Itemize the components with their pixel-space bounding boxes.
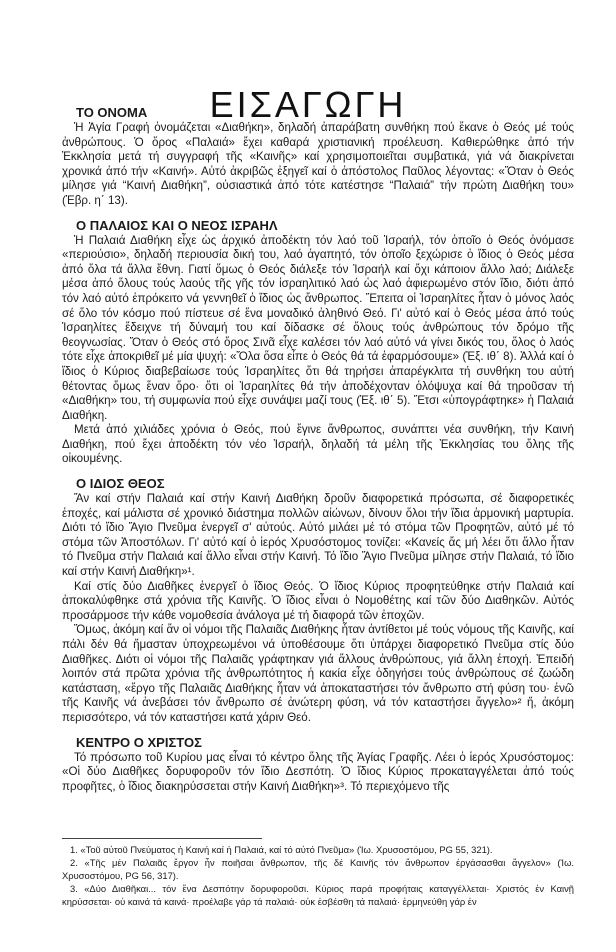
section-onoma [62,104,574,209]
paragraph: Τό πρόσωπο τοῦ Κυρίου μας εἶναι τό κέντρο ὅλης τῆς Ἁγίας Γραφῆς. Λέει ὁ ἱερός Χρυσόστομος: «Οἱ δύο Διαθῆκες δορυφοροῦν τόν ἴδιο Δεσπότη. Ὁ ἴδιος Κύριος προκαταγγέλεται ἀπό τούς προφῆτες, ὁ ἴδιος διακηρύσσεται στήν Καινή Διαθήκη»³. Τό περιεχόμενο τῆς [62,750,574,793]
paragraph: Ἡ Ἁγία Γραφή ὀνομάζεται «Διαθήκη», δηλαδή ἀπαράβατη συνθήκη πού ἔκανε ὁ Θεός μέ τούς ἀνθρώπους. Ὁ ὅρος «Παλαιά» ἔχει καθαρά χριστιανική προέλευση. Καθιερώθηκε ἀπό τήν Ἐκκλησία μετά τή συγγραφή τῆς «Καινῆς» καί χρησιμοποιεῖται συμβατικά, γιά νά διακρίνεται χρονικά ἀπό τήν «Καινή». Αὐτό ἀκριβῶς ἐξηγεῖ καί ὁ ἀπόστολος Παῦλος λέγοντας: «Ὅταν ὁ Θεός μίλησε γιά “Καινή Διαθήκη”, οὐσιαστικά ἀπό τότε κατέστησε “Παλαιά” τήν πρώτη Διαθήκη του» (Ἑβρ. η΄ 13). [62,121,574,207]
footnote: 3. «Δύο Διαθῆκαι... τόν ἕνα Δεσπότην δορυφοροῦσι. Κύριος παρά προφήταις καταγγέλλεται· Χριστός ἐν Καινῇ κηρύσσεται· οὐ καινά τά καινά· προέλαβε γάρ τά παλαιά· οὐκ ἐσβέσθη τά παλαιά· ἑρμηνεύθη γάρ ἐν [62,883,574,907]
paragraph: Μετά ἀπό χιλιάδες χρόνια ὁ Θεός, πού ἔγινε ἄνθρωπος, συνάπτει νέα συνθήκη, τήν Καινή Διαθήκη, πού ἔχει ἀποδέκτη τόν νέο Ἰσραήλ, δηλαδή τά μέλη τῆς Ἐκκλησίας του ὅλης τῆς οἰκουμένης. [62,423,574,466]
paragraph: Ὅμως, ἀκόμη καί ἄν οἱ νόμοι τῆς Παλαιᾶς Διαθήκης ἦταν ἀντίθετοι μέ τούς νόμους τῆς Καινῆς, καί πάλι δέν θά ἤμασταν ὑποχρεωμένοι νά ὑποθέσουμε ὅτι ὑπάρχει διαφορετικό Πνεῦμα στίς δύο Διαθῆκες. Διότι οἱ νόμοι τῆς Παλαιᾶς γράφτηκαν γιά ἄλλους ἀνθρώπους, γιά ἄλλη ἐποχή. Ἐπειδή λοιπόν στά πρῶτα χρόνια τῆς ἀνθρωπότητος ἡ κακία εἶχε ὁδηγήσει τούς ἀνθρώπους σέ ζωώδη κατάσταση, «ἔργο τῆς Παλαιᾶς Διαθήκης ἦταν νά ἀποκαταστήσει τόν ἄνθρωπο στή φύση του· ἐνῶ τῆς Καινῆς νά ἀνεβάσει τόν ἄνθρωπο σέ ἀνώτερη φύση, νά τόν καταστήσει ἄγγελο»² ἤ, ἀκόμη περισσότερο, νά τόν καταστήσει κατά χάριν Θεό. [62,623,574,724]
section-palaios-neos-israil [62,217,574,468]
section-heading: Ο ΠΑΛΑΙΟΣ ΚΑΙ Ο ΝΕΟΣ ΙΣΡΑΗΛ [76,217,278,233]
paragraph: Ἄν καί στήν Παλαιά καί στήν Καινή Διαθήκη δροῦν διαφορετικά πρόσωπα, σέ διαφορετικές ἐποχές, καί μάλιστα σέ χρονικό διάστημα πολλῶν αἰώνων, δίνουν ὅλοι τήν ἴδια ἁρμονική μαρτυρία. Διότι τό ἴδιο Ἅγιο Πνεῦμα ἐνεργεῖ σ' αὐτούς. Αὐτό μιλάει μέ τό στόμα τῶν Προφητῶν, αὐτό μέ τό στόμα τῶν Ἀποστόλων. Γι' αὐτό καί ὁ ἱερός Χρυσόστομος τονίζει: «Κανείς ἄς μή λέει ὅτι ἄλλο ἦταν τό Πνεῦμα στήν Παλαιά καί ἄλλο εἶναι στήν Καινή. Τό ἴδιο Ἅγιο Πνεῦμα μίλησε στήν Παλαιά, τό ἴδιο καί στήν Καινή Διαθήκη»¹. [62,492,574,579]
section-heading: Ο ΙΔΙΟΣ ΘΕΟΣ [76,476,165,492]
section-heading: ΤΟ ΟΝΟΜΑ [76,105,148,120]
footnote: 1. «Τοῦ αὐτοῦ Πνεύματος ἡ Καινή καί ἡ Παλαιά, καί τό αὐτό Πνεῦμα» (Ἰω. Χρυσοστόμου, PG 55, 321). [70,844,493,855]
footnote-divider [62,838,262,839]
section-heading: ΚΕΝΤΡΟ Ο ΧΡΙΣΤΟΣ [76,734,202,750]
footnote: 2. «Τῆς μέν Παλαιᾶς ἔργον ἦν ποιῆσαι ἄνθρωπον, τῆς δέ Καινῆς τόν ἄνθρωπον ἐργάσασθαι ἄγγελον» (Ἰω. Χρυσοστόμου, PG 56, 317). [62,857,574,881]
footnotes [62,844,574,909]
page-title: ΕΙΣΑΓΩΓΗ [209,84,407,126]
section-idios-theos [62,475,574,726]
paragraph: Ἡ Παλαιά Διαθήκη εἶχε ὡς ἀρχικό ἀποδέκτη τόν λαό τοῦ Ἰσραήλ, τόν ὁποῖο ὁ Θεός ὀνόμασε «περιούσιο», δηλαδή περιουσία δική του, λαό ἀγαπητό, τόν ὁποῖο ξεχώρισε ὁ ἴδιος ὁ Θεός μέσα ἀπό ὅλα τά ἄλλα ἔθνη. Γιατί ὅμως ὁ Θεός διάλεξε τόν Ἰσραήλ καί ὄχι κάποιον ἄλλο λαό; Διάλεξε μέσα ἀπό ὅλους τούς λαούς τῆς γῆς τόν ἰσραηλιτικό λαό ὡς λαό ἀφιερωμένο στόν ἴδιο, διότι ἀπό τόν λαό αὐτό ἐπρόκειτο νά γεννηθεῖ ὁ ἴδιος ὡς ἄνθρωπος. Ἔπειτα οἱ Ἰσραηλίτες ἦταν ὁ μόνος λαός σέ ὅλο τόν κόσμο πού πίστευε σέ ἕνα μοναδικό ἀληθινό Θεό. Γι' αὐτό καί ὁ Θεός μέσα ἀπό τούς Ἰσραηλίτες ἔδειχνε τή δύναμή του καί δίδασκε σέ ὅλους τούς ἀνθρώπους τόν δρόμο τῆς θεογνωσίας. Ὅταν ὁ Θεός στό ὄρος Σινᾶ εἶχε καλέσει τόν λαό αὐτό νά γίνει δικός του, ὅλος ὁ λαός τότε εἶχε ἀποκριθεῖ μέ μία ψυχή: «Ὅλα ὅσα εἶπε ὁ Θεός θά τά ἐφαρμόσουμε» (Ἐξ. ιθ΄ 8). Ἀλλά καί ὁ ἴδιος ὁ Κύριος διαβεβαίωσε τούς Ἰσραηλίτες ὅτι θά τηρήσει ἀπαρέγκλιτα τή συνθήκη του αὐτή θέτοντας ὅμως ἕναν ὅρο· ὅτι οἱ Ἰσραηλίτες θά τήν ἀποδέχονταν ὁλόψυχα καί θά τηροῦσαν τή «Διαθήκη» του, τή συμφωνία πού εἶχε συνάψει μαζί τους (Ἐξ. ιθ΄ 5). Ἔτσι «ὑπογράφτηκε» ἡ Παλαιά Διαθήκη. [62,233,574,422]
paragraph: Καί στίς δύο Διαθῆκες ἐνεργεῖ ὁ ἴδιος Θεός. Ὁ ἴδιος Κύριος προφητεύθηκε στήν Παλαιά καί ἀποκαλύφθηκε στά χρόνια τῆς Καινῆς. Ὁ ἴδιος εἶναι ὁ Νομοθέτης καί τῶν δύο Διαθηκῶν. Αὐτός προσάρμοσε τήν κάθε νομοθεσία ἀνάλογα μέ τή διαφορά τῶν ἐποχῶν. [62,579,574,622]
section-kentro-christos [62,734,574,795]
main-text [62,104,574,802]
